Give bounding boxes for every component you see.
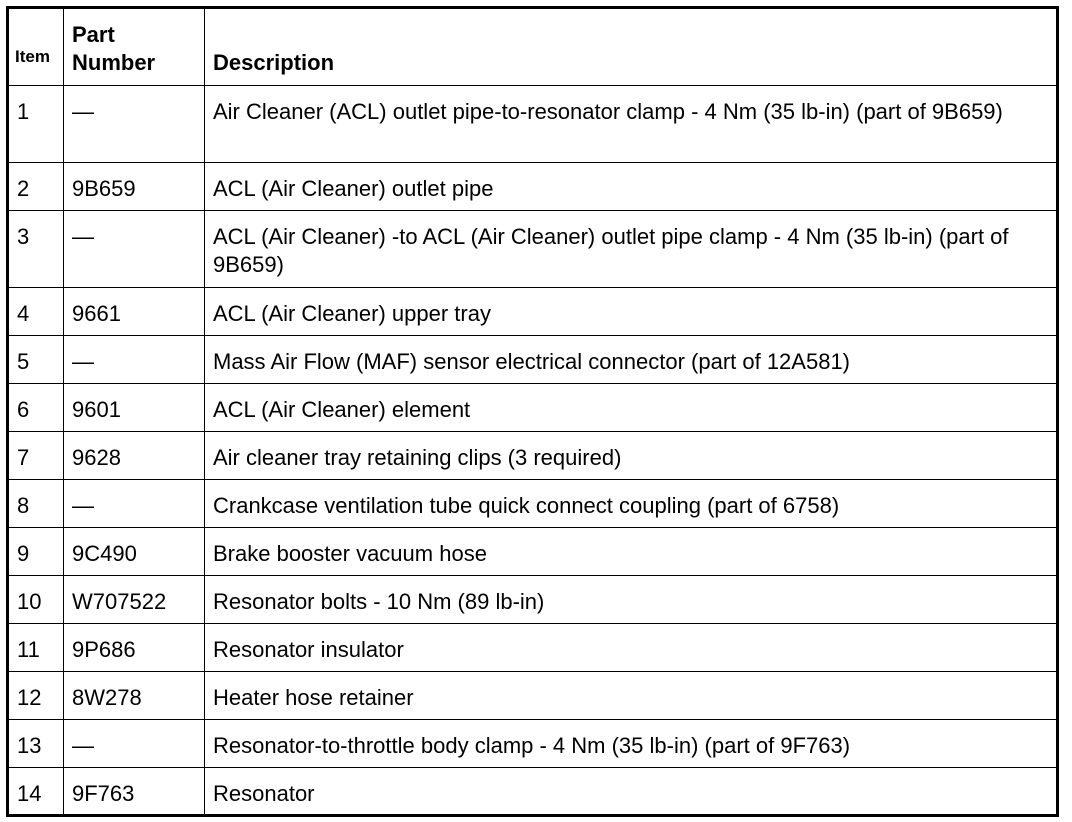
- cell-description: Brake booster vacuum hose: [205, 528, 1058, 576]
- cell-item: 6: [8, 384, 64, 432]
- cell-part-number: —: [64, 720, 205, 768]
- cell-part-number: 9P686: [64, 624, 205, 672]
- parts-table: [6, 6, 1059, 817]
- table-row: [8, 288, 1058, 336]
- table-row: [8, 163, 1058, 211]
- cell-part-number: 9661: [64, 288, 205, 336]
- header-part-number-line2: Number: [72, 50, 156, 75]
- cell-item: 9: [8, 528, 64, 576]
- cell-item: 10: [8, 576, 64, 624]
- cell-description: Air cleaner tray retaining clips (3 required): [205, 432, 1058, 480]
- cell-item: 7: [8, 432, 64, 480]
- cell-item: 11: [8, 624, 64, 672]
- cell-description: Resonator bolts - 10 Nm (89 lb-in): [205, 576, 1058, 624]
- cell-item: 1: [8, 86, 64, 163]
- header-row: [8, 8, 1058, 86]
- cell-part-number: —: [64, 336, 205, 384]
- cell-part-number: 9B659: [64, 163, 205, 211]
- cell-part-number: W707522: [64, 576, 205, 624]
- cell-description: Resonator-to-throttle body clamp - 4 Nm (35 lb-in) (part of 9F763): [205, 720, 1058, 768]
- cell-item: 5: [8, 336, 64, 384]
- cell-description: Crankcase ventilation tube quick connect coupling (part of 6758): [205, 480, 1058, 528]
- header-item: Item: [8, 8, 64, 86]
- table-row: [8, 384, 1058, 432]
- cell-item: 12: [8, 672, 64, 720]
- table-row: [8, 768, 1058, 816]
- cell-part-number: 9C490: [64, 528, 205, 576]
- table-row: [8, 528, 1058, 576]
- cell-item: 8: [8, 480, 64, 528]
- table-row: [8, 432, 1058, 480]
- cell-description: Resonator insulator: [205, 624, 1058, 672]
- cell-part-number: —: [64, 480, 205, 528]
- table-row: [8, 336, 1058, 384]
- header-part-number-line1: Part: [72, 22, 115, 47]
- cell-part-number: —: [64, 211, 205, 288]
- cell-item: 14: [8, 768, 64, 816]
- cell-item: 4: [8, 288, 64, 336]
- cell-description: ACL (Air Cleaner) upper tray: [205, 288, 1058, 336]
- cell-description: ACL (Air Cleaner) outlet pipe: [205, 163, 1058, 211]
- cell-item: 2: [8, 163, 64, 211]
- cell-part-number: 9F763: [64, 768, 205, 816]
- cell-part-number: 9628: [64, 432, 205, 480]
- table-row: [8, 624, 1058, 672]
- cell-description: Air Cleaner (ACL) outlet pipe-to-resonator clamp - 4 Nm (35 lb-in) (part of 9B659): [205, 86, 1058, 163]
- cell-description: Heater hose retainer: [205, 672, 1058, 720]
- table-row: [8, 672, 1058, 720]
- cell-description: ACL (Air Cleaner) element: [205, 384, 1058, 432]
- header-part-number: [64, 8, 205, 86]
- cell-part-number: —: [64, 86, 205, 163]
- cell-item: 13: [8, 720, 64, 768]
- header-description: Description: [205, 8, 1058, 86]
- cell-part-number: 9601: [64, 384, 205, 432]
- cell-description: Resonator: [205, 768, 1058, 816]
- table-row: [8, 480, 1058, 528]
- cell-part-number: 8W278: [64, 672, 205, 720]
- table-row: [8, 211, 1058, 288]
- table-row: [8, 720, 1058, 768]
- cell-item: 3: [8, 211, 64, 288]
- cell-description: Mass Air Flow (MAF) sensor electrical connector (part of 12A581): [205, 336, 1058, 384]
- table-row: [8, 576, 1058, 624]
- table-row: [8, 86, 1058, 163]
- cell-description: ACL (Air Cleaner) -to ACL (Air Cleaner) outlet pipe clamp - 4 Nm (35 lb-in) (part of 9B659): [205, 211, 1058, 288]
